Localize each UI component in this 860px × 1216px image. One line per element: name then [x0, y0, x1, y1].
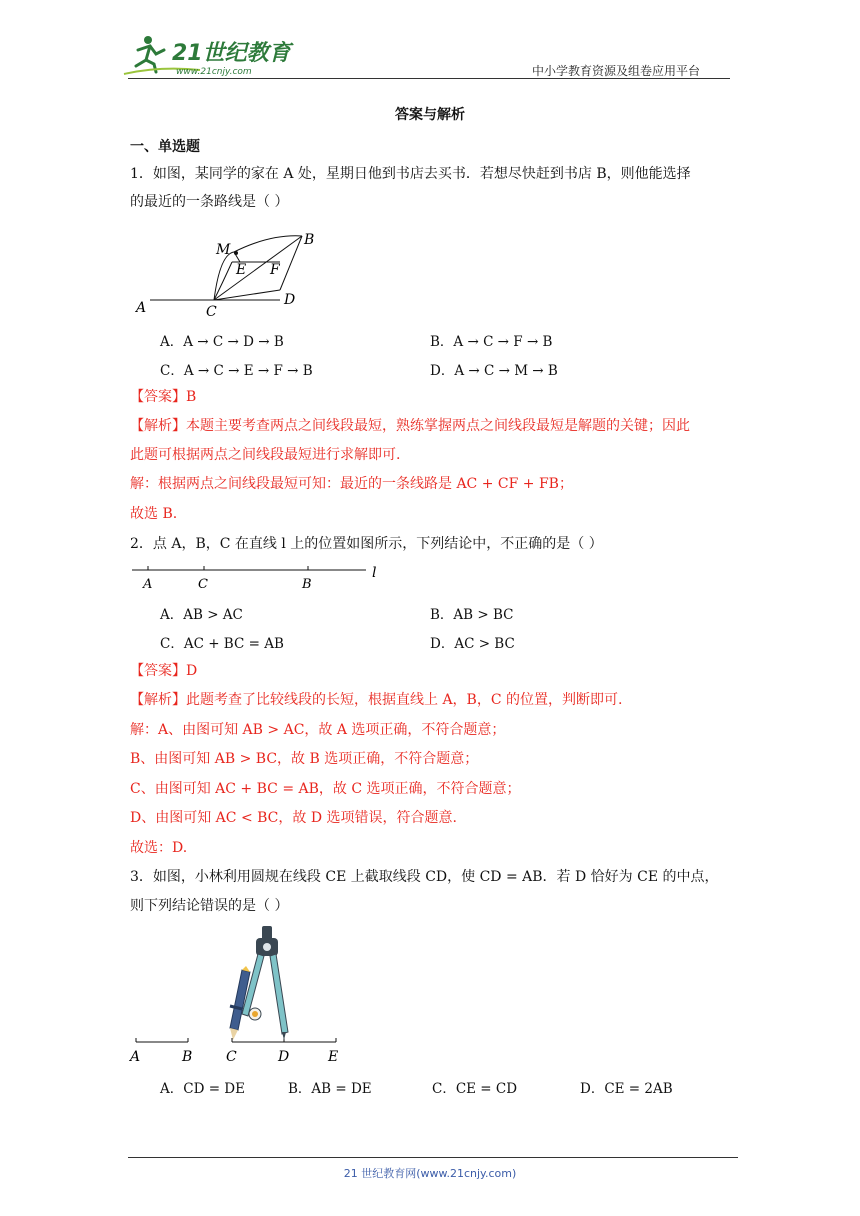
q3-option-c: C．CE = CD: [432, 1081, 518, 1097]
q3-label-d: D: [278, 1049, 290, 1065]
q2-option-c: C．AC + BC = AB: [160, 636, 284, 652]
q1-option-d: D．A → C → M → B: [430, 363, 558, 379]
q1-stem-line1: 1．如图，某同学的家在 A 处，星期日他到书店去买书．若想尽快赶到书店 B，则他能选择: [130, 166, 691, 182]
q1-label-m: M: [216, 242, 231, 258]
q1-label-e: E: [236, 262, 247, 278]
q1-option-a: A．A → C → D → B: [160, 334, 284, 350]
q2-label-a: A: [143, 577, 153, 592]
q2-label-l: l: [372, 565, 377, 581]
q2-option-b: B．AB > BC: [430, 607, 514, 623]
footer-text[interactable]: 21 世纪教育网(www.21cnjy.com): [343, 1167, 517, 1180]
q2-label-c: C: [198, 577, 208, 592]
q1-stem-line2: 的最近的一条路线是（ ）: [130, 194, 289, 210]
q2-stem: 2．点 A，B，C 在直线 l 上的位置如图所示，下列结论中，不正确的是（ ）: [130, 536, 603, 552]
q3-label-b: B: [182, 1049, 193, 1065]
q2-option-a: A．AB > AC: [160, 607, 243, 623]
q2-option-d: D．AC > BC: [430, 636, 515, 652]
q1-label-c: C: [206, 304, 217, 320]
q1-label-f: F: [270, 262, 280, 278]
logo-url: www.21cnjy.com: [176, 67, 252, 77]
compass-icon: [242, 926, 288, 1040]
page-title: 答案与解析: [395, 107, 465, 123]
q2-solution-line3: C、由图可知 AC + BC = AB，故 C 选项正确，不符合题意；: [130, 781, 521, 797]
logo-text: 21世纪教育: [172, 41, 291, 66]
q3-label-a: A: [130, 1049, 141, 1065]
header-divider: [128, 78, 730, 79]
q1-figure: [130, 226, 315, 322]
q3-stem-line1: 3．如图，小林利用圆规在线段 CE 上截取线段 CD，使 CD = AB．若 D 恰好为 CE 的中点，: [130, 869, 719, 885]
section-heading: 一、单选题: [130, 139, 200, 155]
q2-solution-line1: 解：A、由图可知 AB > AC，故 A 选项正确，不符合题意；: [130, 722, 506, 738]
q1-label-a: A: [136, 300, 147, 316]
q3-figure: [126, 922, 356, 1066]
q1-answer: 【答案】B: [130, 389, 197, 405]
q2-solution-line2: B、由图可知 AB > BC，故 B 选项正确，不符合题意；: [130, 751, 479, 767]
q1-option-b: B．A → C → F → B: [430, 334, 553, 350]
q3-option-b: B．AB = DE: [288, 1081, 372, 1097]
q1-analysis-line2: 此题可根据两点之间线段最短进行求解即可.: [130, 447, 401, 463]
site-logo: [120, 30, 290, 82]
q3-label-c: C: [226, 1049, 237, 1065]
q1-solution-line2: 故选 B.: [130, 506, 178, 522]
q1-option-c: C．A → C → E → F → B: [160, 363, 313, 379]
q2-label-b: B: [302, 577, 312, 592]
q2-figure: [130, 560, 390, 594]
q1-analysis-line1: 【解析】本题主要考查两点之间线段最短，熟练掌握两点之间线段最短是解题的关键；因此: [130, 418, 690, 434]
q2-analysis: 【解析】此题考查了比较线段的长短，根据直线上 A，B，C 的位置，判断即可.: [130, 692, 623, 708]
q2-solution-line4: D、由图可知 AC < BC，故 D 选项错误，符合题意.: [130, 810, 457, 826]
q1-label-b: B: [304, 232, 315, 248]
q1-label-d: D: [284, 292, 296, 308]
q3-label-e: E: [328, 1049, 339, 1065]
q2-answer: 【答案】D: [130, 663, 198, 679]
platform-name: 中小学教育资源及组卷应用平台: [532, 64, 701, 78]
q2-solution-line5: 故选：D.: [130, 840, 188, 856]
q1-solution-line1: 解：根据两点之间线段最短可知：最近的一条线路是 AC + CF + FB；: [130, 476, 573, 492]
q3-option-d: D．CE = 2AB: [580, 1081, 673, 1097]
footer-divider: [128, 1157, 738, 1158]
q3-stem-line2: 则下列结论错误的是（ ）: [130, 898, 289, 914]
q3-option-a: A．CD = DE: [160, 1081, 245, 1097]
